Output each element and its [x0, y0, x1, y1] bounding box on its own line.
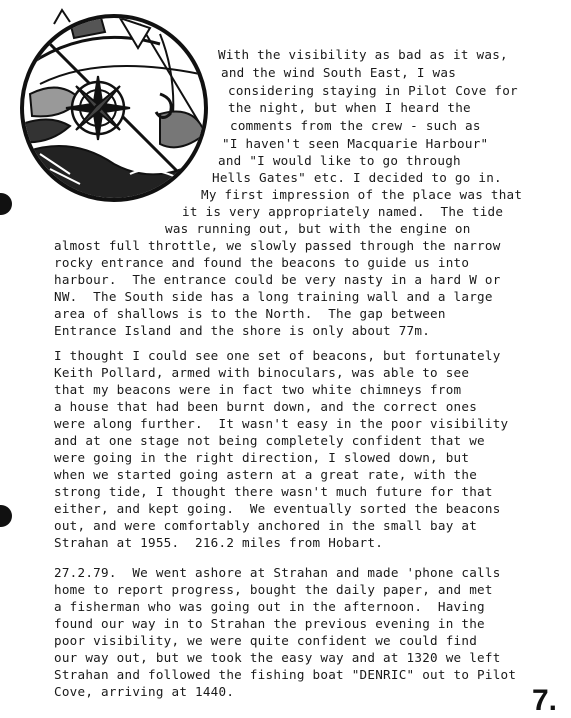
- text-line: out, and were comfortably anchored in the small bay at: [54, 518, 478, 533]
- text-line: Entrance Island and the shore is only about 77m.: [54, 323, 431, 338]
- page-number: 7.: [531, 684, 557, 717]
- text-line: either, and kept going. We eventually sorted the beacons: [54, 501, 501, 516]
- punch-hole: [0, 505, 12, 527]
- text-line: area of shallows is to the North. The gap between: [54, 306, 446, 321]
- text-line: home to report progress, bought the daily paper, and met: [54, 582, 493, 597]
- text-line: and at one stage not being completely confident that we: [54, 433, 485, 448]
- text-line: NW. The South side has a long training wall and a large: [54, 289, 493, 304]
- text-line: With the visibility as bad as it was,: [218, 47, 508, 62]
- text-line: Cove, arriving at 1440.: [54, 684, 235, 699]
- text-line: considering staying in Pilot Cove for: [228, 83, 518, 98]
- text-line: 27.2.79. We went ashore at Strahan and made 'phone calls: [54, 565, 501, 580]
- text-line: "I haven't seen Macquarie Harbour": [222, 136, 489, 151]
- text-line: was running out, but with the engine on: [165, 221, 471, 236]
- text-line: the night, but when I heard the: [228, 100, 471, 115]
- text-line: it is very appropriately named. The tide: [182, 204, 504, 219]
- text-line: Hells Gates" etc. I decided to go in.: [212, 170, 502, 185]
- text-line: Strahan and followed the fishing boat "DENRIC" out to Pilot: [54, 667, 517, 682]
- text-line: harbour. The entrance could be very nasty in a hard W or: [54, 272, 501, 287]
- text-line: found our way in to Strahan the previous evening in the: [54, 616, 485, 631]
- text-line: and the wind South East, I was: [221, 65, 457, 80]
- text-line: our way out, but we took the easy way and at 1320 we left: [54, 650, 501, 665]
- text-line: rocky entrance and found the beacons to guide us into: [54, 255, 470, 270]
- text-line: I thought I could see one set of beacons, but fortunately: [54, 348, 501, 363]
- text-line: when we started going astern at a great rate, with the: [54, 467, 478, 482]
- text-line: Keith Pollard, armed with binoculars, was able to see: [54, 365, 470, 380]
- text-line: strong tide, I thought there wasn't much future for that: [54, 484, 493, 499]
- text-line: a fisherman who was going out in the afternoon. Having: [54, 599, 485, 614]
- text-line: were along further. It wasn't easy in the poor visibility: [54, 416, 509, 431]
- text-line: My first impression of the place was that: [201, 187, 523, 202]
- text-line: that my beacons were in fact two white chimneys from: [54, 382, 462, 397]
- text-line: were going in the right direction, I slowed down, but: [54, 450, 470, 465]
- text-line: and "I would like to go through: [218, 153, 461, 168]
- text-line: comments from the crew - such as: [230, 118, 481, 133]
- text-line: poor visibility, we were quite confident we could find: [54, 633, 478, 648]
- text-line: a house that had been burnt down, and the correct ones: [54, 399, 478, 414]
- compass-rose-illustration: [10, 4, 218, 204]
- text-line: Strahan at 1955. 216.2 miles from Hobart.: [54, 535, 384, 550]
- text-line: almost full throttle, we slowly passed through the narrow: [54, 238, 501, 253]
